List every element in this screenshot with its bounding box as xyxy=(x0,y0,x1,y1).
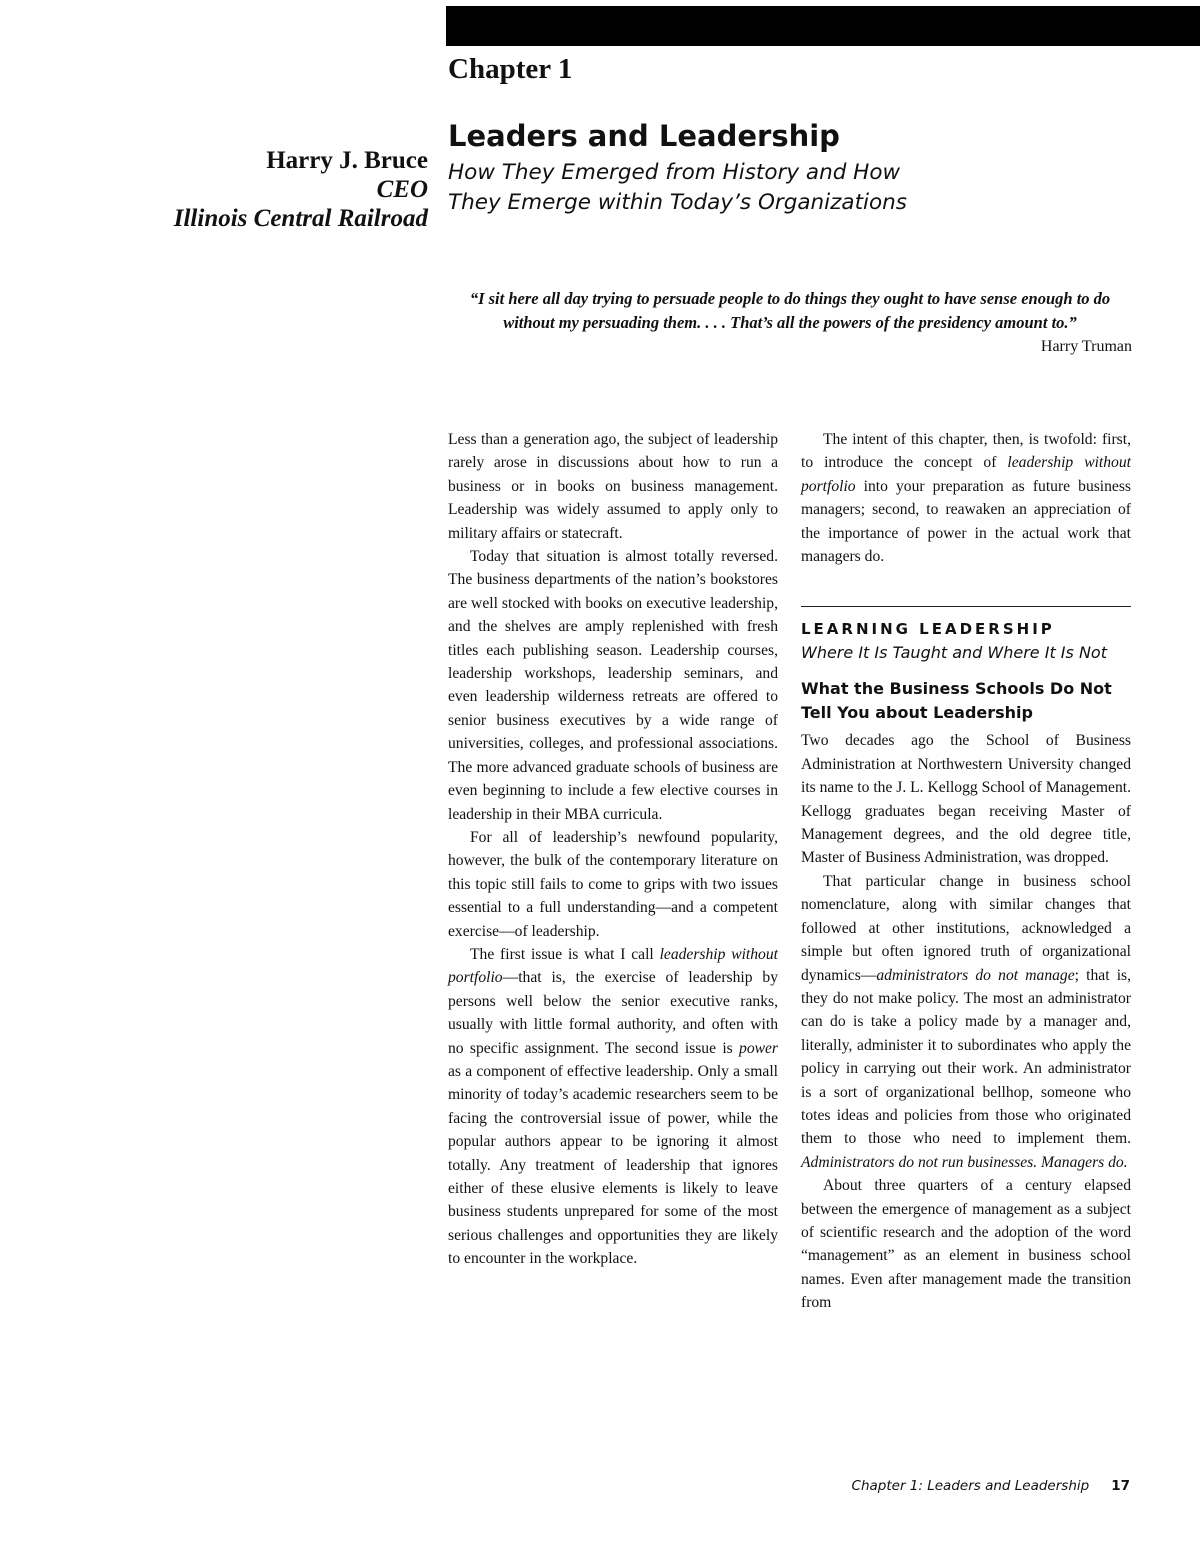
paragraph: Today that situation is almost totally reversed. The business departments of the nation’s bookstores are well stocked with books on executive leadership, and the shelves are amply replenished with fresh titles each publishing season. Leadership courses, leadership workshops, leadership seminars, and even leadership wilderness retreats are offered to senior business executives by a wide range of universities, colleges, and professional associations. The more advanced graduate schools of business are even beginning to include a few elective courses in leadership in their MBA curricula. xyxy=(448,548,778,823)
chapter-subtitle: How They Emerged from History and How They Emerge within Today’s Organizations xyxy=(448,160,907,215)
paragraph: Two decades ago the School of Business Administration at Northwestern University changed its name to the J. L. Kellogg School of Management. Kellogg graduates began receiving Master of Management degrees, and the old degree title, Master of Business Administration, was dropped. xyxy=(801,732,1132,867)
source-company: Illinois Central Railroad xyxy=(173,205,428,232)
text-run: as a component of effective leadership. Only a small minority of today’s academic researchers seem to be facing the controversial issue of power, while the popular authors appear to be ignoring it almost totally. Any treatment of leadership that ignores either of these elusive elements is likely to leave business students unprepared for some of the most serious challenges and opportunities they are likely to encounter in the workplace. xyxy=(448,1062,778,1268)
paragraph: For all of leadership’s newfound popularity, however, the bulk of the contemporary literature on this topic still fails to come to grips with two issues essential to a full understanding—and a competent exercise—of leadership. xyxy=(448,828,778,940)
paragraph xyxy=(801,870,1131,1174)
page-number: 17 xyxy=(1111,1478,1130,1494)
page-footer xyxy=(852,1476,1130,1496)
epigraph-author: Harry Truman xyxy=(1040,338,1132,355)
text-run: into your preparation as future business managers; second, to reawaken an appreciation of the importance of power in the actual work that managers do. xyxy=(801,477,1131,566)
text-run: The intent of this chapter, then, is twofold: first, to introduce the concept of xyxy=(801,431,1131,472)
paragraph xyxy=(801,428,1131,568)
source-name: Harry J. Bruce xyxy=(266,147,428,174)
text-run: The first issue is what I call xyxy=(470,945,660,963)
emphasis-term: administrators do not manage xyxy=(876,966,1075,984)
paragraph: About three quarters of a century elapsed between the emergence of management as a subject of scientific research and the adoption of the word “management” as an element in business school names. Even after management made the transition from xyxy=(801,1177,1131,1312)
emphasis-term: power xyxy=(739,1039,778,1057)
paragraph xyxy=(448,943,778,1271)
section-subheading: Where It Is Taught and Where It Is Not xyxy=(801,643,1107,663)
chapter-label: Chapter 1 xyxy=(448,53,573,85)
sub-heading: What the Business Schools Do Not Tell You about Leadership xyxy=(801,679,1112,723)
quote-source-block xyxy=(174,146,428,233)
emphasis-term: leadership without portfolio xyxy=(448,945,778,987)
epigraph-quote: “I sit here all day trying to persuade people to do things they ought to have sense enough to do without my persuading them. . . . That’s all the powers of the presidency amount to.” xyxy=(469,289,1111,332)
text-run: —that is, the exercise of leadership by persons well below the senior executive ranks, usually with little formal authority, and often with no specific assignment. The second issue is xyxy=(448,969,778,1057)
epigraph xyxy=(448,287,1132,359)
title-block xyxy=(448,118,1148,218)
text-run: ; that is, they do not make policy. The most an administrator can do is take a policy made by a manager and, literally, administer it to subordinates who apply the policy in carrying out their work. An administrator is a sort of organizational bellhop, someone who totes ideas and policies from those who originated them to those who need to implement them. xyxy=(801,966,1132,1148)
section-divider xyxy=(801,606,1131,607)
chapter-header-bar xyxy=(446,6,1200,46)
source-title: CEO xyxy=(376,176,428,203)
section-heading: LEARNING LEADERSHIP xyxy=(801,620,1055,639)
running-head: Chapter 1: Leaders and Leadership xyxy=(851,1478,1090,1494)
chapter-title: Leaders and Leadership xyxy=(448,119,840,153)
emphasis-term: Administrators do not run businesses. Managers do. xyxy=(801,1153,1128,1171)
body-column-right xyxy=(801,428,1131,1315)
text-run: That particular change in business school nomenclature, along with similar changes that followed at other institutions, acknowledged a simple but often ignored truth of organizational dynamics— xyxy=(801,872,1131,984)
body-column-left xyxy=(448,428,778,1271)
paragraph: Less than a generation ago, the subject of leadership rarely arose in discussions about how to run a business or in books on business management. Leadership was widely assumed to apply only to military affairs or statecraft. xyxy=(448,431,778,542)
emphasis-term: leadership without portfolio xyxy=(801,454,1131,495)
